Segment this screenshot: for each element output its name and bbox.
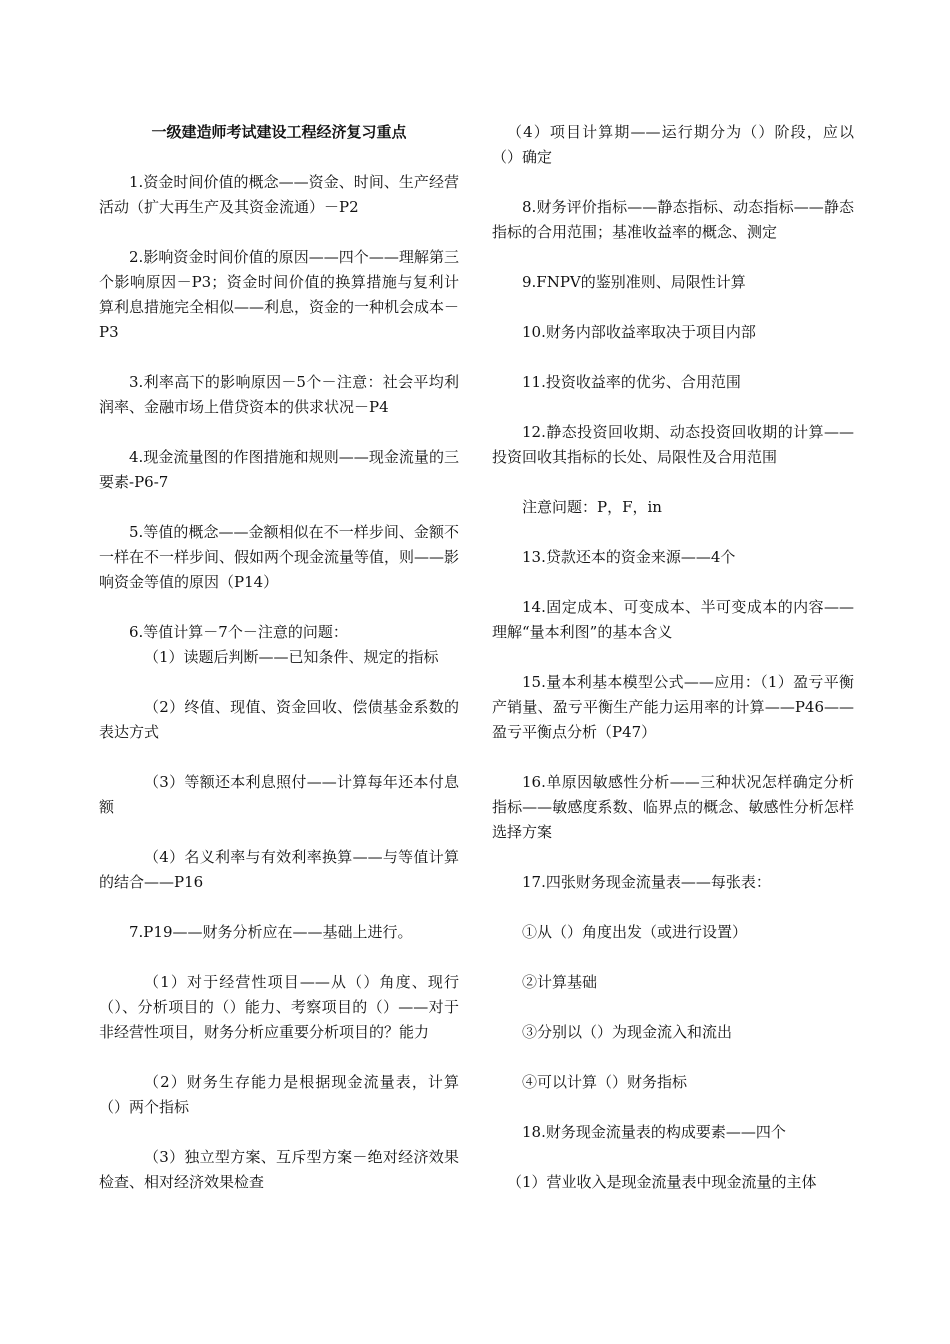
paragraph: （1）读题后判断——已知条件、规定的指标 [144, 648, 439, 666]
paragraph: ④可以计算（）财务指标 [522, 1073, 688, 1091]
paragraph: 17.四张财务现金流量表——每张表： [522, 873, 771, 891]
paragraph: （3）等额还本利息照付——计算每年还本付息额 [99, 773, 459, 816]
paragraph: 4.现金流量图的作图措施和规则——现金流量的三要素-P6-7 [99, 448, 459, 491]
paragraph: 7.P19——财务分析应在——基础上进行。 [129, 923, 413, 941]
paragraph: ②计算基础 [522, 973, 598, 991]
paragraph: 注意问题：P，F，in [522, 498, 662, 516]
paragraph: （4）名义利率与有效利率换算——与等值计算的结合——P16 [99, 848, 459, 891]
paragraph: 2.影响资金时间价值的原因——四个——理解第三个影响原因－P3；资金时间价值的换算措施与复利计算利息措施完全相似——利息，资金的一种机会成本－P3 [99, 248, 460, 341]
paragraph: 16.单原因敏感性分析——三种状况怎样确定分析指标——敏感度系数、临界点的概念、敏感性分析怎样选择方案 [492, 773, 854, 841]
paragraph: 11.投资收益率的优劣、合用范围 [522, 373, 741, 391]
paragraph: 1.资金时间价值的概念——资金、时间、生产经营活动（扩大再生产及其资金流通）－P2 [99, 173, 459, 216]
paragraph: ①从（）角度出发（或进行设置） [522, 923, 748, 941]
paragraph: 15.量本利基本模型公式——应用：（1）盈亏平衡产销量、盈亏平衡生产能力运用率的计算——P46——盈亏平衡点分析（P47） [492, 673, 854, 741]
paragraph: 9.FNPV的鉴别准则、局限性计算 [522, 273, 746, 291]
right-column [492, 120, 854, 1220]
paragraph: 10.财务内部收益率取决于项目内部 [522, 323, 756, 341]
paragraph: 8.财务评价指标——静态指标、动态指标——静态指标的合用范围；基准收益率的概念、测定 [492, 198, 854, 241]
paragraph: （4）项目计算期——运行期分为（）阶段，应以（）确定 [492, 123, 854, 166]
paragraph: 5.等值的概念——金额相似在不一样步间、金额不一样在不一样步间、假如两个现金流量等值，则——影响资金等值的原因（P14） [99, 523, 460, 591]
paragraph: （2）终值、现值、资金回收、偿债基金系数的表达方式 [99, 698, 459, 741]
paragraph: （3）独立型方案、互斥型方案－绝对经济效果检查、相对经济效果检查 [99, 1148, 459, 1191]
paragraph: （2）财务生存能力是根据现金流量表，计算（）两个指标 [99, 1073, 459, 1116]
left-column [99, 120, 459, 1220]
paragraph: （1）营业收入是现金流量表中现金流量的主体 [507, 1173, 817, 1191]
paragraph: （1）对于经营性项目——从（）角度、现行（）、分析项目的（）能力、考察项目的（）——对于非经营性项目，财务分析应重要分析项目的？能力 [99, 973, 459, 1041]
paragraph: 13.贷款还本的资金来源——4个 [522, 548, 736, 566]
document-title: 一级建造师考试建设工程经济复习重点 [151, 123, 407, 141]
paragraph: 12.静态投资回收期、动态投资回收期的计算——投资回收其指标的长处、局限性及合用范围 [492, 423, 854, 466]
paragraph: 14.固定成本、可变成本、半可变成本的内容——理解“量本利图”的基本含义 [492, 598, 854, 641]
paragraph: 6.等值计算－7个－注意的问题： [129, 623, 348, 641]
paragraph: ③分别以（）为现金流入和流出 [522, 1023, 733, 1041]
paragraph: 18.财务现金流量表的构成要素——四个 [522, 1123, 786, 1141]
paragraph: 3.利率高下的影响原因－5个－注意：社会平均利润率、金融市场上借贷资本的供求状况－P4 [99, 373, 459, 416]
